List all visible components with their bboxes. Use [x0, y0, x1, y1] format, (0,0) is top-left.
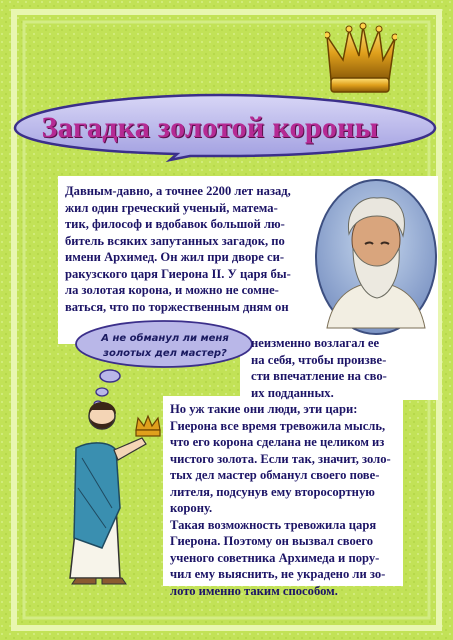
page-title: Загадка золотой короны	[41, 111, 379, 144]
paragraph-intro: Давным-давно, а точнее 2200 лет назад, жил один греческий ученый, матема- тик, философ и вдобавок большой лю- битель всяких запутанных загадок, по имени Архимед. Он жил при дворе си- ракузского царя Гиерона II. У царя бы- ла золотая корона, и можно не сомне- ваться, что по торжественным дням он	[65, 184, 291, 314]
speech-bubble-text: А не обманул ли меня золотых дел мастер?	[101, 333, 229, 359]
paragraph-continuation: неизменно возлагал ее на себя, чтобы произве- сти впечатление на сво- их подданных.	[251, 336, 387, 400]
crown-icon	[325, 22, 397, 102]
archimedes-portrait	[313, 178, 439, 336]
paragraph-story: Но уж такие они люди, эти цари: Гиерона все время тревожила мысль, что его корона сделана не целиком из чистого золота. Если так, значит, золо- тых дел мастер обманул своего пове- лителя, подсунув ему второсортную корону. Такая возможность тревожила царя Гиерона. Поэтому он вызвал своего ученого советника Архимеда и пору- чил ему выяснить, не украдено ли зо- лото именно таким способом.	[170, 402, 391, 598]
king-figure	[62, 388, 166, 588]
